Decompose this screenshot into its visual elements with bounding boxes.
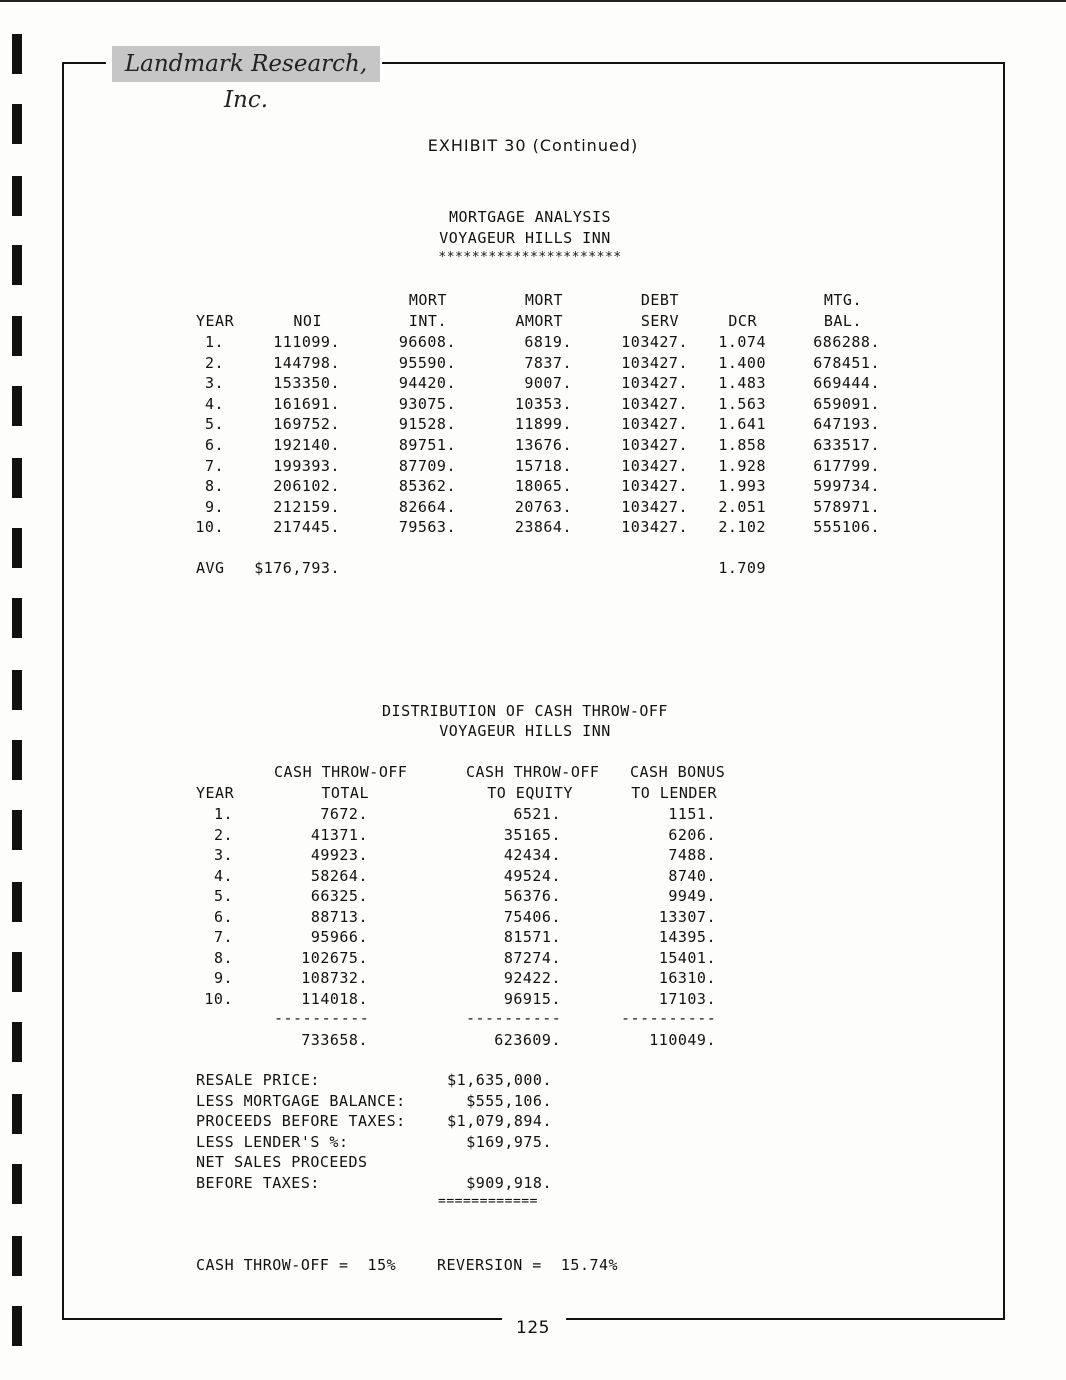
mortgage-cell-mort-amort: 7837. — [524, 353, 572, 372]
binder-mark — [12, 316, 22, 356]
mortgage-cell-noi: 199393. — [273, 456, 340, 475]
mortgage-cell-mtg-bal: 647193. — [813, 415, 880, 434]
proceeds-label: BEFORE TAXES: — [196, 1174, 320, 1192]
mortgage-header-noi: NOI — [293, 312, 322, 330]
distribution-cell-equity: 92422. — [503, 969, 561, 987]
distribution-cell-year: 5. — [213, 887, 233, 905]
page-number: 125 — [516, 1318, 550, 1338]
mortgage-cell-mort-int: 91528. — [398, 415, 456, 434]
mortgage-cell-noi: 153350. — [273, 374, 340, 393]
mortgage-cell-year: 9. — [204, 497, 224, 516]
distribution-cell-year: 2. — [213, 825, 233, 844]
mortgage-cell-mort-amort: 23864. — [514, 518, 572, 537]
mortgage-cell-dcr: 1.563 — [718, 394, 766, 413]
distribution-cell-year: 3. — [213, 846, 233, 864]
distribution-cell-total: 95966. — [310, 928, 368, 946]
mortgage-cell-mort-int: 79563. — [398, 518, 456, 537]
mortgage-cell-debt-serv: 103427. — [621, 497, 688, 516]
distribution-cell-equity: 6521. — [513, 805, 561, 823]
binder-mark — [12, 670, 22, 710]
distribution-subtitle: VOYAGEUR HILLS INN — [439, 722, 611, 740]
mortgage-cell-dcr: 1.641 — [718, 415, 766, 434]
mortgage-header-dcr: DCR — [728, 312, 757, 330]
mortgage-cell-noi: 192140. — [273, 436, 340, 454]
cash-throw-off-rate: CASH THROW-OFF = 15% — [196, 1256, 397, 1274]
distribution-total: 733658. — [301, 1031, 368, 1049]
mortgage-cell-mort-int: 95590. — [398, 353, 456, 372]
distribution-cell-year: 10. — [204, 989, 233, 1008]
distribution-cell-total: 49923. — [310, 846, 368, 864]
mortgage-cell-year: 2. — [204, 353, 224, 372]
mortgage-cell-year: 1. — [204, 333, 224, 351]
mortgage-header-mort-int: MORT — [408, 291, 447, 309]
binder-mark — [12, 598, 22, 638]
mortgage-cell-mort-amort: 10353. — [514, 394, 572, 413]
double-rule: ============ — [438, 1194, 538, 1209]
mortgage-cell-mort-int: 82664. — [398, 497, 456, 516]
distribution-cell-lender: 15401. — [658, 948, 716, 967]
mortgage-cell-mtg-bal: 617799. — [813, 456, 880, 475]
binder-mark — [12, 386, 22, 426]
proceeds-label: RESALE PRICE: — [196, 1071, 320, 1089]
mortgage-cell-dcr: 2.102 — [718, 518, 766, 537]
mortgage-cell-noi: 144798. — [273, 353, 340, 372]
mortgage-cell-noi: 212159. — [273, 497, 340, 516]
mortgage-cell-mort-int: 96608. — [398, 333, 456, 351]
mortgage-cell-year: 3. — [204, 374, 224, 393]
binder-mark — [12, 104, 22, 144]
mortgage-cell-noi: 217445. — [273, 518, 340, 537]
distribution-cell-year: 6. — [213, 907, 233, 926]
distribution-cell-equity: 96915. — [503, 989, 561, 1008]
avg-label: AVG — [196, 559, 225, 577]
mortgage-header-debt-serv: DEBT — [640, 291, 679, 309]
mortgage-cell-debt-serv: 103427. — [621, 333, 688, 351]
column-separator: ---------- — [621, 1009, 717, 1027]
mortgage-cell-mtg-bal: 599734. — [813, 477, 880, 496]
binder-mark — [12, 740, 22, 780]
proceeds-value: $169,975. — [466, 1132, 552, 1151]
mortgage-cell-mort-int: 94420. — [398, 374, 456, 393]
mortgage-cell-mtg-bal: 678451. — [813, 353, 880, 372]
mortgage-header-debt-serv: SERV — [640, 312, 679, 330]
distribution-cell-equity: 42434. — [503, 846, 561, 864]
mortgage-cell-mort-int: 87709. — [398, 456, 456, 475]
distribution-total: 623609. — [494, 1031, 561, 1049]
reversion-rate: REVERSION = 15.74% — [437, 1256, 619, 1274]
distribution-title: DISTRIBUTION OF CASH THROW-OFF — [382, 702, 668, 720]
mortgage-cell-dcr: 2.051 — [718, 497, 766, 516]
binder-mark — [12, 1022, 22, 1062]
binder-mark — [12, 1236, 22, 1276]
mortgage-cell-debt-serv: 103427. — [621, 374, 688, 393]
distribution-header-equity: CASH THROW-OFF — [466, 763, 600, 781]
distribution-cell-lender: 13307. — [658, 907, 716, 926]
mortgage-cell-year: 10. — [195, 518, 224, 537]
mortgage-cell-mort-amort: 18065. — [514, 477, 572, 496]
distribution-cell-year: 9. — [213, 969, 233, 987]
proceeds-value: $1,079,894. — [447, 1112, 552, 1131]
distribution-cell-year: 4. — [213, 866, 233, 885]
distribution-cell-lender: 8740. — [668, 866, 716, 885]
distribution-cell-lender: 6206. — [668, 825, 716, 844]
distribution-cell-year: 7. — [213, 928, 233, 946]
distribution-cell-equity: 81571. — [503, 928, 561, 946]
mortgage-cell-year: 7. — [204, 456, 224, 475]
mortgage-cell-debt-serv: 103427. — [621, 394, 688, 413]
mortgage-cell-dcr: 1.483 — [718, 374, 766, 393]
mortgage-cell-dcr: 1.400 — [718, 353, 766, 372]
binder-mark — [12, 34, 22, 74]
mortgage-cell-year: 8. — [204, 477, 224, 496]
distribution-cell-lender: 7488. — [668, 846, 716, 864]
mortgage-cell-debt-serv: 103427. — [621, 415, 688, 434]
distribution-cell-lender: 9949. — [668, 887, 716, 905]
mortgage-cell-mort-amort: 15718. — [514, 456, 572, 475]
mortgage-cell-debt-serv: 103427. — [621, 477, 688, 496]
avg-noi: $176,793. — [254, 559, 340, 577]
distribution-header-equity: TO EQUITY — [487, 784, 573, 802]
proceeds-value: $909,918. — [466, 1174, 552, 1192]
binder-mark — [12, 1306, 22, 1346]
mortgage-cell-year: 6. — [204, 436, 224, 454]
binder-mark — [12, 810, 22, 850]
proceeds-label: LESS LENDER'S %: — [196, 1132, 349, 1151]
distribution-cell-total: 7672. — [320, 805, 368, 823]
mortgage-cell-debt-serv: 103427. — [621, 353, 688, 372]
distribution-cell-total: 114018. — [301, 989, 368, 1008]
binder-mark — [12, 245, 22, 285]
distribution-cell-lender: 17103. — [658, 989, 716, 1008]
mortgage-header-mort-int: INT. — [408, 312, 447, 330]
distribution-header-total: CASH THROW-OFF — [274, 763, 408, 781]
company-logo: Landmark Research, Inc. — [112, 46, 380, 82]
binder-mark — [12, 176, 22, 216]
mortgage-cell-dcr: 1.928 — [718, 456, 766, 475]
distribution-cell-total: 102675. — [301, 948, 368, 967]
distribution-cell-year: 8. — [213, 948, 233, 967]
distribution-cell-year: 1. — [213, 805, 233, 823]
distribution-cell-lender: 14395. — [658, 928, 716, 946]
mortgage-cell-debt-serv: 103427. — [621, 436, 688, 454]
distribution-cell-total: 58264. — [310, 866, 368, 885]
mortgage-cell-mtg-bal: 686288. — [813, 333, 880, 351]
mortgage-cell-mort-amort: 20763. — [514, 497, 572, 516]
mortgage-cell-mtg-bal: 659091. — [813, 394, 880, 413]
mortgage-title: MORTGAGE ANALYSIS — [448, 208, 612, 226]
distribution-total: 110049. — [649, 1031, 716, 1049]
mortgage-cell-mtg-bal: 669444. — [813, 374, 880, 393]
binder-mark — [12, 1164, 22, 1204]
distribution-header-lender: CASH BONUS — [630, 763, 726, 781]
mortgage-cell-mort-amort: 9007. — [524, 374, 572, 393]
column-separator: ---------- — [466, 1009, 562, 1027]
distribution-cell-total: 41371. — [310, 825, 368, 844]
mortgage-header-mtg-bal: BAL. — [823, 312, 862, 330]
mortgage-header-mort-amort: MORT — [524, 291, 563, 309]
distribution-cell-equity: 87274. — [503, 948, 561, 967]
mortgage-cell-mort-int: 93075. — [398, 394, 456, 413]
distribution-cell-lender: 1151. — [668, 805, 716, 823]
mortgage-cell-mort-amort: 13676. — [514, 436, 572, 454]
distribution-cell-equity: 49524. — [503, 866, 561, 885]
distribution-cell-lender: 16310. — [658, 969, 716, 987]
distribution-cell-equity: 35165. — [503, 825, 561, 844]
binder-mark — [12, 882, 22, 922]
mortgage-cell-mtg-bal: 633517. — [813, 436, 880, 454]
mortgage-cell-year: 5. — [204, 415, 224, 434]
mortgage-cell-dcr: 1.993 — [718, 477, 766, 496]
proceeds-label: LESS MORTGAGE BALANCE: — [196, 1091, 406, 1110]
mortgage-cell-dcr: 1.858 — [718, 436, 766, 454]
mortgage-cell-noi: 169752. — [273, 415, 340, 434]
mortgage-subtitle: VOYAGEUR HILLS INN — [439, 229, 611, 247]
proceeds-label: NET SALES PROCEEDS — [196, 1153, 368, 1172]
distribution-cell-total: 108732. — [301, 969, 368, 987]
mortgage-cell-noi: 111099. — [273, 333, 340, 351]
distribution-cell-equity: 56376. — [503, 887, 561, 905]
proceeds-value: $555,106. — [466, 1091, 552, 1110]
mortgage-cell-year: 4. — [204, 394, 224, 413]
distribution-header-lender: TO LENDER — [631, 784, 717, 802]
mortgage-stars: ********************** — [438, 250, 622, 265]
distribution-cell-total: 66325. — [310, 887, 368, 905]
mortgage-cell-mort-amort: 11899. — [514, 415, 572, 434]
proceeds-label: PROCEEDS BEFORE TAXES: — [196, 1112, 406, 1131]
mortgage-cell-noi: 161691. — [273, 394, 340, 413]
mortgage-cell-dcr: 1.074 — [718, 333, 766, 351]
mortgage-cell-mort-int: 89751. — [398, 436, 456, 454]
mortgage-cell-debt-serv: 103427. — [621, 456, 688, 475]
mortgage-cell-mtg-bal: 578971. — [813, 497, 880, 516]
distribution-header-total: TOTAL — [321, 784, 369, 802]
mortgage-cell-mort-amort: 6819. — [524, 333, 572, 351]
distribution-header-year: YEAR — [196, 784, 235, 802]
frame-line — [62, 62, 106, 64]
mortgage-cell-debt-serv: 103427. — [621, 518, 688, 537]
mortgage-header-year: YEAR — [196, 312, 235, 330]
binder-mark — [12, 458, 22, 498]
proceeds-value: $1,635,000. — [447, 1071, 552, 1089]
frame-line — [382, 62, 1005, 64]
mortgage-cell-mort-int: 85362. — [398, 477, 456, 496]
mortgage-header-mtg-bal: MTG. — [823, 291, 862, 309]
exhibit-title: EXHIBIT 30 (Continued) — [427, 136, 639, 155]
top-rule — [0, 0, 1066, 2]
binder-mark — [12, 528, 22, 568]
mortgage-header-mort-amort: AMORT — [515, 312, 563, 330]
distribution-cell-total: 88713. — [310, 907, 368, 926]
avg-dcr: 1.709 — [718, 559, 766, 577]
mortgage-cell-noi: 206102. — [273, 477, 340, 496]
mortgage-cell-mtg-bal: 555106. — [813, 518, 880, 537]
binder-mark — [12, 952, 22, 992]
column-separator: ---------- — [274, 1009, 370, 1027]
distribution-cell-equity: 75406. — [503, 907, 561, 926]
binder-mark — [12, 1094, 22, 1134]
